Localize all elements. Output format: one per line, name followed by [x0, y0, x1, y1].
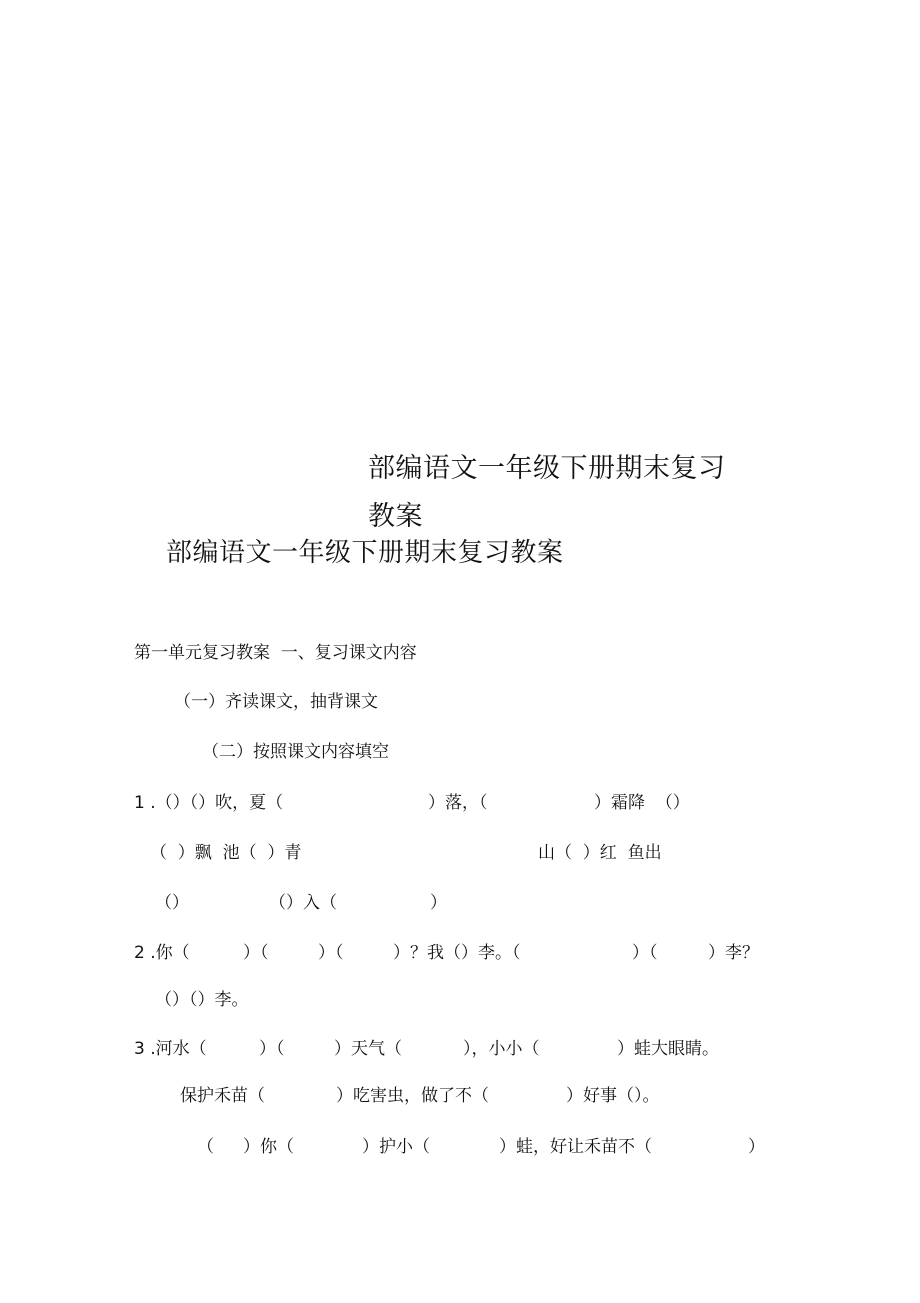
q3-part-f: 保护禾苗（: [180, 1086, 265, 1106]
q1-part-c: ）霜降 （）: [594, 793, 690, 813]
q3-part-c: ）天气（: [334, 1039, 402, 1059]
q3-part-d: ），小小（: [463, 1039, 540, 1059]
section-heading: 第一单元复习教案 一、复习课文内容: [134, 643, 417, 663]
q1-part-f: （）: [155, 893, 189, 913]
q2-part-d: ）？我（）李。（: [393, 943, 521, 963]
q2-part-c: ）（: [318, 943, 344, 963]
q3-part-l: ）蛙，好让禾苗不（: [499, 1137, 652, 1157]
q1-part-h: ）: [430, 893, 447, 913]
q3-part-m: ）: [748, 1137, 765, 1157]
q1-part-e: 山（ ）红 鱼出: [538, 843, 662, 863]
subsection-2: （二）按照课文内容填空: [202, 742, 389, 762]
q1-part-a: 1 .（）（）吹，夏（: [134, 793, 284, 813]
q3-part-j: ）你（: [243, 1137, 294, 1157]
q3-part-i: （: [197, 1137, 214, 1157]
q1-part-d: （ ）飘 池（ ）青: [150, 843, 302, 863]
q3-part-a: 3 .河水（: [134, 1039, 207, 1059]
q2-part-g: （）（）李。: [155, 990, 249, 1010]
title-repeat: 部编语文一年级下册期末复习教案: [166, 538, 564, 568]
q3-part-h: ）好事（）。: [566, 1086, 660, 1106]
subsection-1: （一）齐读课文，抽背课文: [174, 692, 378, 712]
q3-part-e: ）蛙大眼睛。: [617, 1039, 719, 1059]
title-line-2: 教案: [368, 501, 423, 532]
title-line-1: 部编语文一年级下册期末复习: [368, 453, 726, 484]
q2-part-a: 2 .你（: [134, 943, 190, 963]
q2-part-e: ）（: [632, 943, 658, 963]
q3-part-g: ）吃害虫，做了不（: [336, 1086, 489, 1106]
q1-part-g: （）入（: [269, 893, 337, 913]
q2-part-b: ）（: [243, 943, 269, 963]
q3-part-b: ）（: [259, 1039, 285, 1059]
q2-part-f: ）李？: [708, 943, 759, 963]
q1-part-b: ）落，（: [428, 793, 488, 813]
q3-part-k: ）护小（: [362, 1137, 430, 1157]
